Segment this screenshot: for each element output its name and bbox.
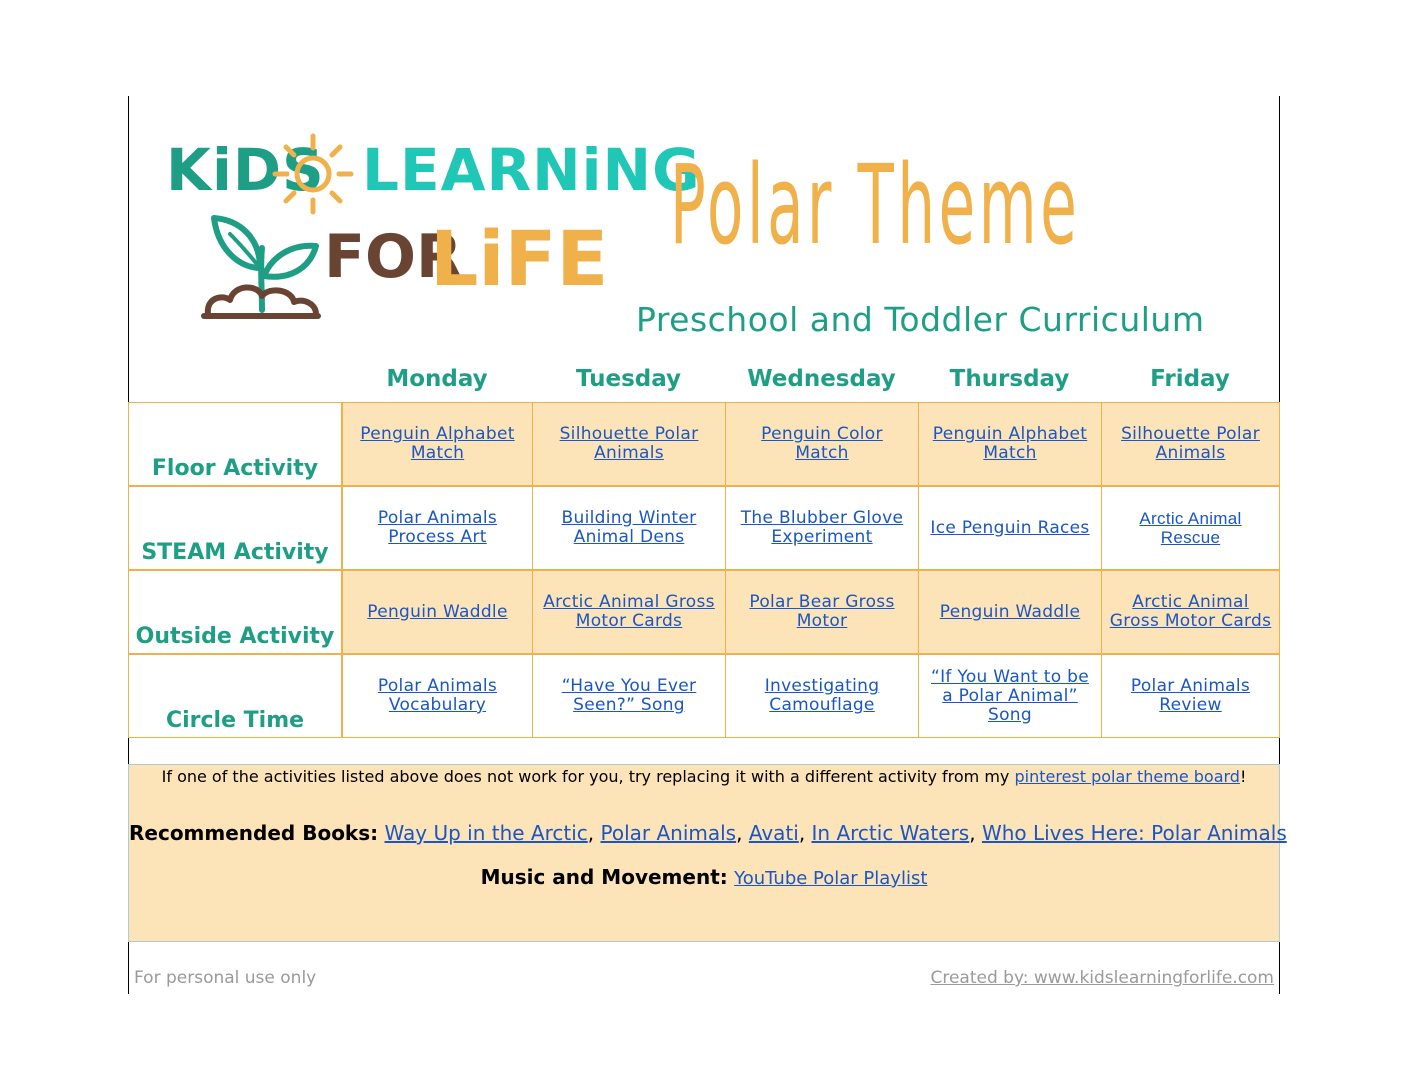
music-label: Music and Movement:: [480, 865, 728, 889]
page-subtitle: Preschool and Toddler Curriculum: [636, 300, 1205, 339]
activity-link[interactable]: Silhouette Polar Animals: [559, 424, 699, 463]
activity-link[interactable]: The Blubber Glove Experiment: [740, 508, 904, 547]
day-header-wednesday: Wednesday: [747, 366, 896, 392]
activity-link[interactable]: Polar Animals Review: [1130, 676, 1251, 715]
cell-steam-monday: [342, 486, 533, 570]
cell-steam-tuesday: [532, 486, 726, 570]
activity-link[interactable]: “If You Want to be a Polar Animal” Song: [930, 666, 1090, 725]
cell-outside-monday: [342, 570, 533, 654]
cell-floor-friday: [1101, 402, 1280, 486]
activity-link[interactable]: Silhouette Polar Animals: [1121, 424, 1260, 463]
cell-outside-friday: [1101, 570, 1280, 654]
book-link[interactable]: Polar Animals: [600, 821, 737, 845]
book-link[interactable]: Who Lives Here: Polar Animals: [981, 821, 1287, 845]
activity-link[interactable]: Arctic Animal Gross Motor Cards: [1109, 592, 1272, 631]
activity-link[interactable]: Polar Bear Gross Motor: [749, 592, 895, 631]
notes-box: [128, 764, 1287, 942]
youtube-playlist-link[interactable]: YouTube Polar Playlist: [734, 868, 928, 889]
replacement-note-end: !: [1239, 767, 1247, 786]
activity-link[interactable]: Building Winter Animal Dens: [561, 508, 697, 547]
row-label-outside-activity: Outside Activity: [128, 570, 342, 654]
day-header-friday: Friday: [1150, 366, 1230, 392]
cell-floor-wednesday: [725, 402, 919, 486]
footer-personal-use: For personal use only: [134, 968, 317, 988]
book-link[interactable]: Avati: [748, 821, 799, 845]
activity-link[interactable]: Ice Penguin Races: [930, 517, 1090, 538]
row-label-floor-activity: Floor Activity: [128, 402, 342, 486]
book-link[interactable]: Way Up in the Arctic: [384, 821, 588, 845]
replacement-note-text: If one of the activities listed above does not work for you, try replacing it with a different activity from my: [161, 767, 1015, 786]
cell-circle-monday: [342, 654, 533, 738]
kids-learning-for-life-logo: [160, 128, 701, 328]
cell-steam-wednesday: [725, 486, 919, 570]
sprout-icon: [200, 198, 330, 322]
music-and-movement: [129, 865, 1279, 889]
cell-steam-friday: [1101, 486, 1280, 570]
activity-link[interactable]: Investigating Camouflage: [764, 676, 880, 715]
cell-circle-friday: [1101, 654, 1280, 738]
footer-website-link[interactable]: Created by: www.kidslearningforlife.com: [930, 968, 1274, 988]
recommended-books: Recommended Books: Way Up in the Arctic, Polar Animals, Avati, In Arctic Waters, Who Lives Here: Polar Animals: [129, 821, 1287, 845]
table-row-floor-activity: [128, 402, 1280, 486]
page-title: Polar Theme: [670, 141, 1081, 269]
activity-link[interactable]: Arctic Animal Rescue: [1139, 509, 1242, 547]
day-header-monday: Monday: [386, 366, 488, 392]
logo-text-learning: LEARNiNG: [362, 136, 701, 204]
activity-link[interactable]: Arctic Animal Gross Motor Cards: [543, 592, 715, 631]
cell-floor-tuesday: [532, 402, 726, 486]
day-header-thursday: Thursday: [949, 366, 1070, 392]
row-label-circle-time: Circle Time: [128, 654, 342, 738]
cell-circle-wednesday: [725, 654, 919, 738]
activity-link[interactable]: Penguin Waddle: [939, 601, 1081, 622]
table-row-steam-activity: [128, 486, 1280, 570]
activity-link[interactable]: Polar Animals Process Art: [377, 508, 498, 547]
activity-link[interactable]: Polar Animals Vocabulary: [377, 676, 498, 715]
logo-text-for: FOR: [324, 222, 463, 292]
cell-outside-wednesday: [725, 570, 919, 654]
cell-outside-tuesday: [532, 570, 726, 654]
cell-steam-thursday: [918, 486, 1102, 570]
cell-circle-thursday: [918, 654, 1102, 738]
recommended-books-label: Recommended Books:: [129, 821, 379, 845]
cell-outside-thursday: [918, 570, 1102, 654]
activity-link[interactable]: Penguin Color Match: [761, 424, 883, 463]
activity-link[interactable]: “Have You Ever Seen?” Song: [561, 676, 697, 715]
replacement-note: [149, 767, 1259, 787]
logo-text-life: LiFE: [430, 214, 609, 303]
table-row-outside-activity: [128, 570, 1280, 654]
cell-floor-monday: [342, 402, 533, 486]
pinterest-board-link[interactable]: pinterest polar theme board: [1014, 767, 1240, 786]
activity-link[interactable]: Penguin Waddle: [367, 601, 508, 622]
book-link[interactable]: In Arctic Waters: [811, 821, 970, 845]
table-row-circle-time: [128, 654, 1280, 738]
activity-link[interactable]: Penguin Alphabet Match: [932, 424, 1088, 463]
logo-text-kids: KiDS: [166, 136, 325, 204]
cell-circle-tuesday: [532, 654, 726, 738]
activity-link[interactable]: Penguin Alphabet Match: [360, 424, 515, 463]
row-label-steam-activity: STEAM Activity: [128, 486, 342, 570]
cell-floor-thursday: [918, 402, 1102, 486]
day-header-tuesday: Tuesday: [575, 366, 682, 392]
